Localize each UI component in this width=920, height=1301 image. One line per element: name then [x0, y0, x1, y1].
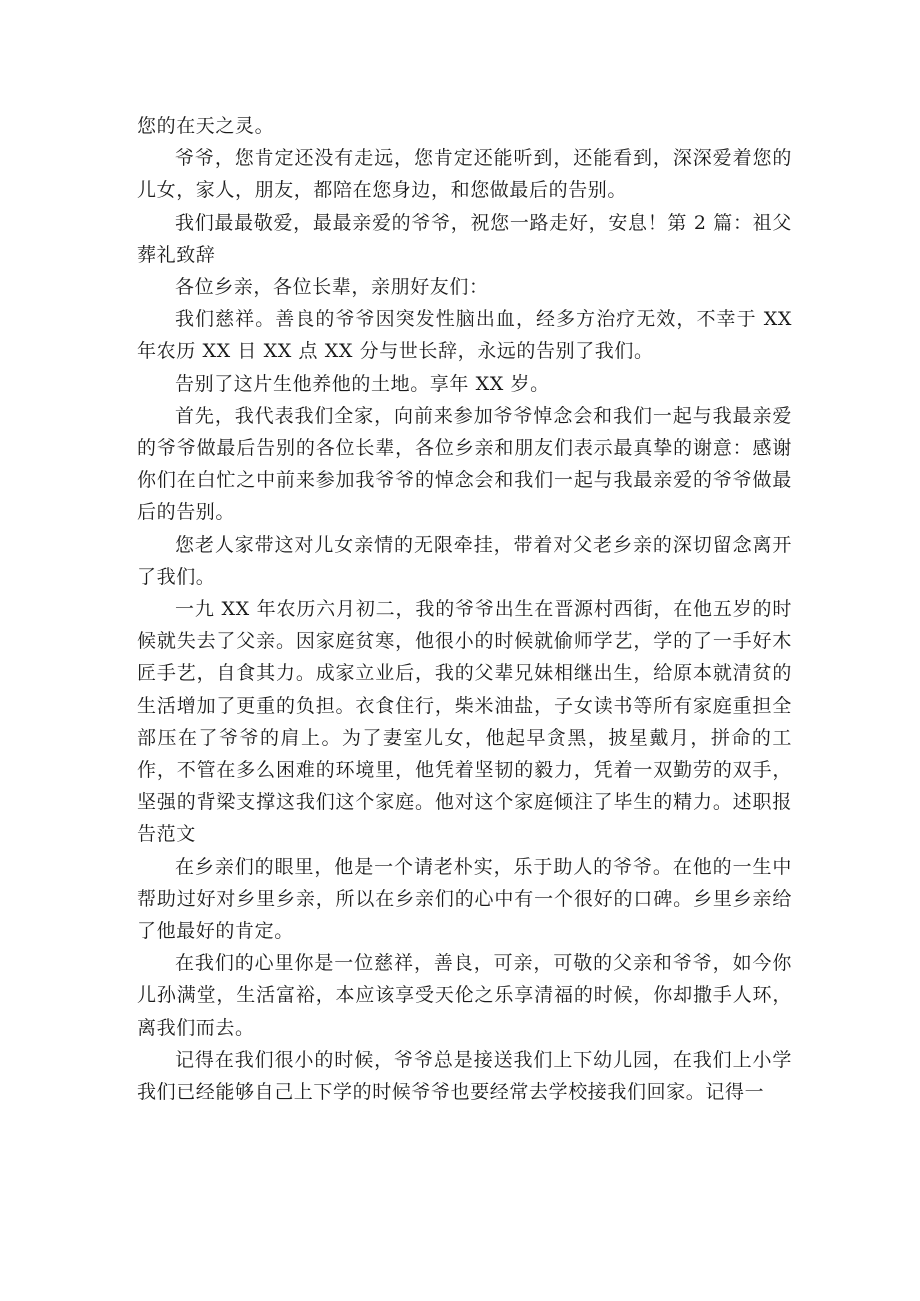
paragraph-12: 记得在我们很小的时候，爷爷总是接送我们上下幼儿园，在我们上小学我们已经能够自己上下学的时候爷爷也要经常去学校接我们回家。记得一	[137, 1048, 792, 1104]
paragraph-5: 我们慈祥。善良的爷爷因突发性脑出血，经多方治疗无效，不幸于 XX 年农历 XX 日 XX 点 XX 分与世长辞，永远的告别了我们。	[137, 308, 792, 363]
paragraph-9: 一九 XX 年农历六月初二，我的爷爷出生在晋源村西街，在他五岁的时候就失去了父亲。因家庭贫寒，他很小的时候就偷师学艺，学的了一手好木匠手艺，自食其力。成家立业后，我的父辈兄妹相继出生，给原本就清贫的生活增加了更重的负担。衣食住行，柴米油盐，子女读书等所有家庭重担全部压在了爷爷的肩上。为了妻室儿女，他起早贪黑，披星戴月，拼命的工作，不管在多么困难的环境里，他凭着坚韧的毅力，凭着一双勤劳的双手，坚强的背梁支撑这我们这个家庭。他对这个家庭倾注了毕生的精力。述职报告范文	[137, 598, 792, 846]
paragraph-8: 您老人家带这对儿女亲情的无限牵挂，带着对父老乡亲的深切留念离开了我们。	[137, 533, 792, 588]
paragraph-2: 爷爷，您肯定还没有走远，您肯定还能听到，还能看到，深深爱着您的儿女，家人，朋友，都陪在您身边，和您做最后的告别。	[137, 147, 792, 202]
paragraph-6: 告别了这片生他养他的土地。享年 XX 岁。	[175, 372, 550, 395]
paragraph-7: 首先，我代表我们全家，向前来参加爷爷悼念会和我们一起与我最亲爱的爷爷做最后告别的各位长辈，各位乡亲和朋友们表示最真挚的谢意：感谢你们在白忙之中前来参加我爷爷的悼念会和我们一起与我最亲爱的爷爷做最后的告别。	[137, 404, 792, 524]
paragraph-10: 在乡亲们的眼里，他是一个请老朴实，乐于助人的爷爷。在他的一生中帮助过好对乡里乡亲，所以在乡亲们的心中有一个很好的口碑。乡里乡亲给了他最好的肯定。	[137, 855, 792, 943]
paragraph-3: 我们最最敬爱，最最亲爱的爷爷，祝您一路走好，安息！第 2 篇：祖父葬礼致辞	[137, 211, 792, 266]
document-body	[137, 110, 792, 1108]
paragraph-11: 在我们的心里你是一位慈祥，善良，可亲，可敬的父亲和爷爷，如今你儿孙满堂，生活富裕，本应该享受天伦之乐享清福的时候，你却撒手人环，离我们而去。	[137, 952, 792, 1039]
paragraph-1: 您的在天之灵。	[137, 115, 275, 137]
paragraph-4: 各位乡亲，各位长辈，亲朋好友们：	[175, 276, 489, 299]
